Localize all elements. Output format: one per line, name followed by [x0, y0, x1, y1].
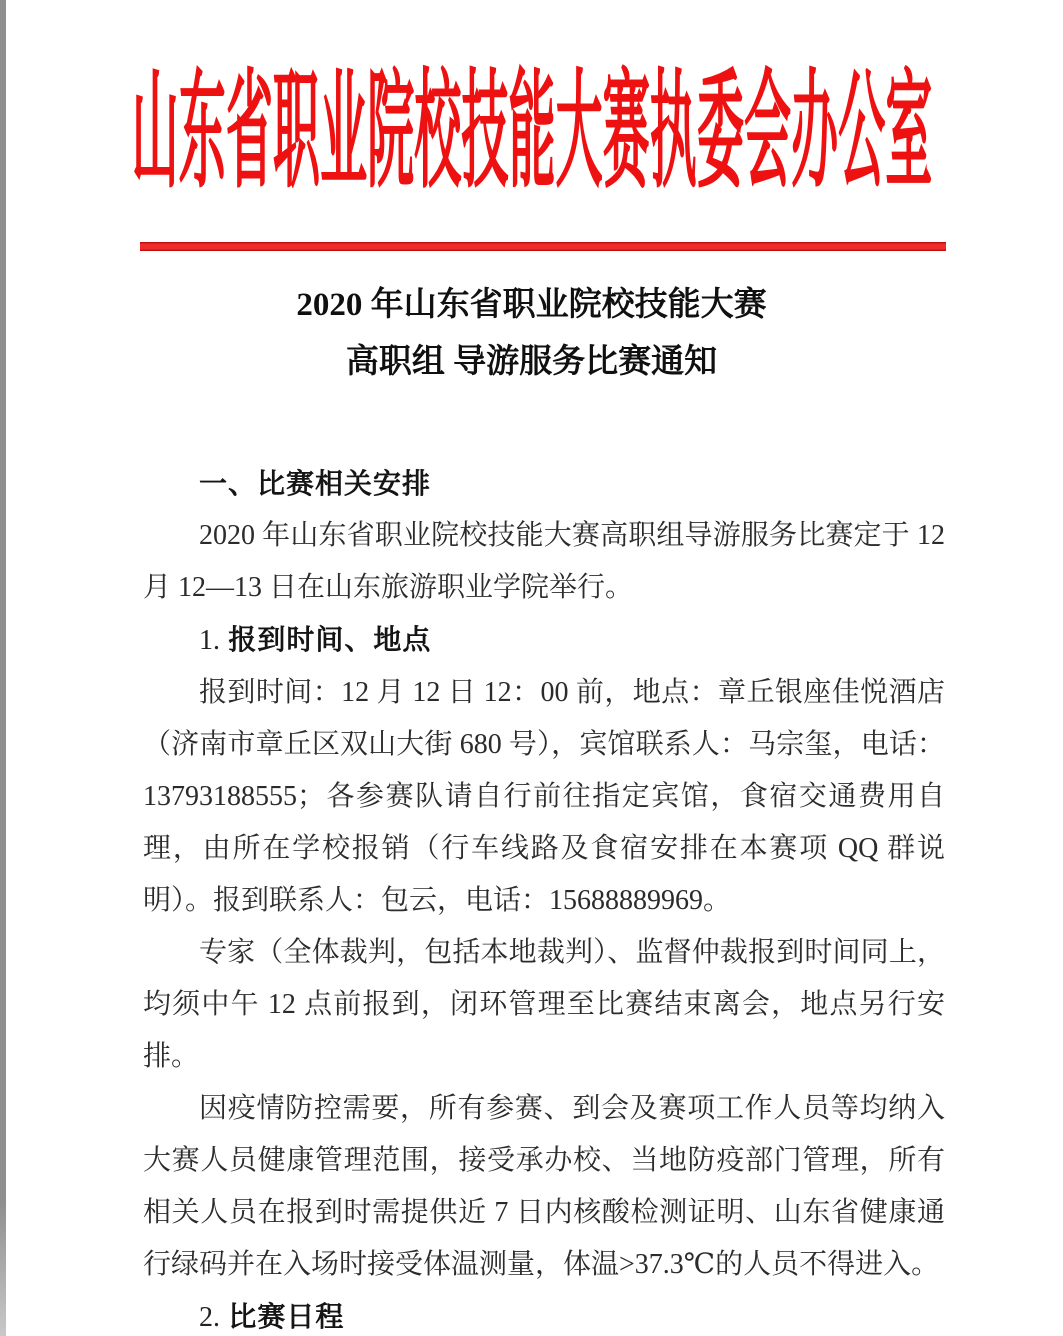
paragraph-competition-date: 2020 年山东省职业院校技能大赛高职组导游服务比赛定于 12 月 12—13 日在山东旅游职业学院举行。	[143, 520, 945, 603]
paragraph-experts-judges: 专家（全体裁判，包括本地裁判）、监督仲裁报到时间同上，均须中午 12 点前报到，闭环管理至比赛结束离会，地点另行安排。	[143, 937, 945, 1072]
document-title-line-1: 2020 年山东省职业院校技能大赛	[296, 287, 767, 323]
subsection-title-registration: 报到时间、地点	[228, 624, 432, 655]
subsection-heading-schedule	[143, 1291, 945, 1336]
paragraph-covid-requirements: 因疫情防控需要，所有参赛、到会及赛项工作人员等均纳入大赛人员健康管理范围，接受承办校、当地防疫部门管理，所有相关人员在报到时需提供近 7 日内核酸检测证明、山东省健康通行绿码并在入场时接受体温测量，体温>37.3℃的人员不得进入。	[143, 1093, 945, 1280]
paragraph-registration-details: 报到时间：12 月 12 日 12：00 前，地点：章丘银座佳悦酒店（济南市章丘区双山大街 680 号），宾馆联系人：马宗玺，电话：13793188555；各参赛队请自行前往指定宾馆，食宿交通费用自理，由所在学校报销（行车线路及食宿安排在本赛项 QQ 群说明）。报到联系人：包云，电话：15688889969。	[143, 677, 945, 916]
section-heading-arrangements: 一、比赛相关安排	[199, 468, 432, 499]
letterhead	[0, 0, 1063, 203]
document-body	[143, 458, 945, 1336]
subsection-title-schedule: 比赛日程	[228, 1301, 345, 1332]
document-title	[0, 287, 1063, 380]
subsection-number-1: 1.	[199, 625, 220, 656]
scan-edge-strip	[0, 0, 6, 1336]
letterhead-divider-line	[140, 242, 946, 251]
subsection-number-2: 2.	[199, 1302, 220, 1333]
subsection-heading-registration	[143, 614, 945, 667]
letterhead-org-title: 山东省职业院校技能大赛执委会办公室	[131, 61, 932, 203]
document-title-line-2: 高职组 导游服务比赛通知	[345, 344, 718, 380]
